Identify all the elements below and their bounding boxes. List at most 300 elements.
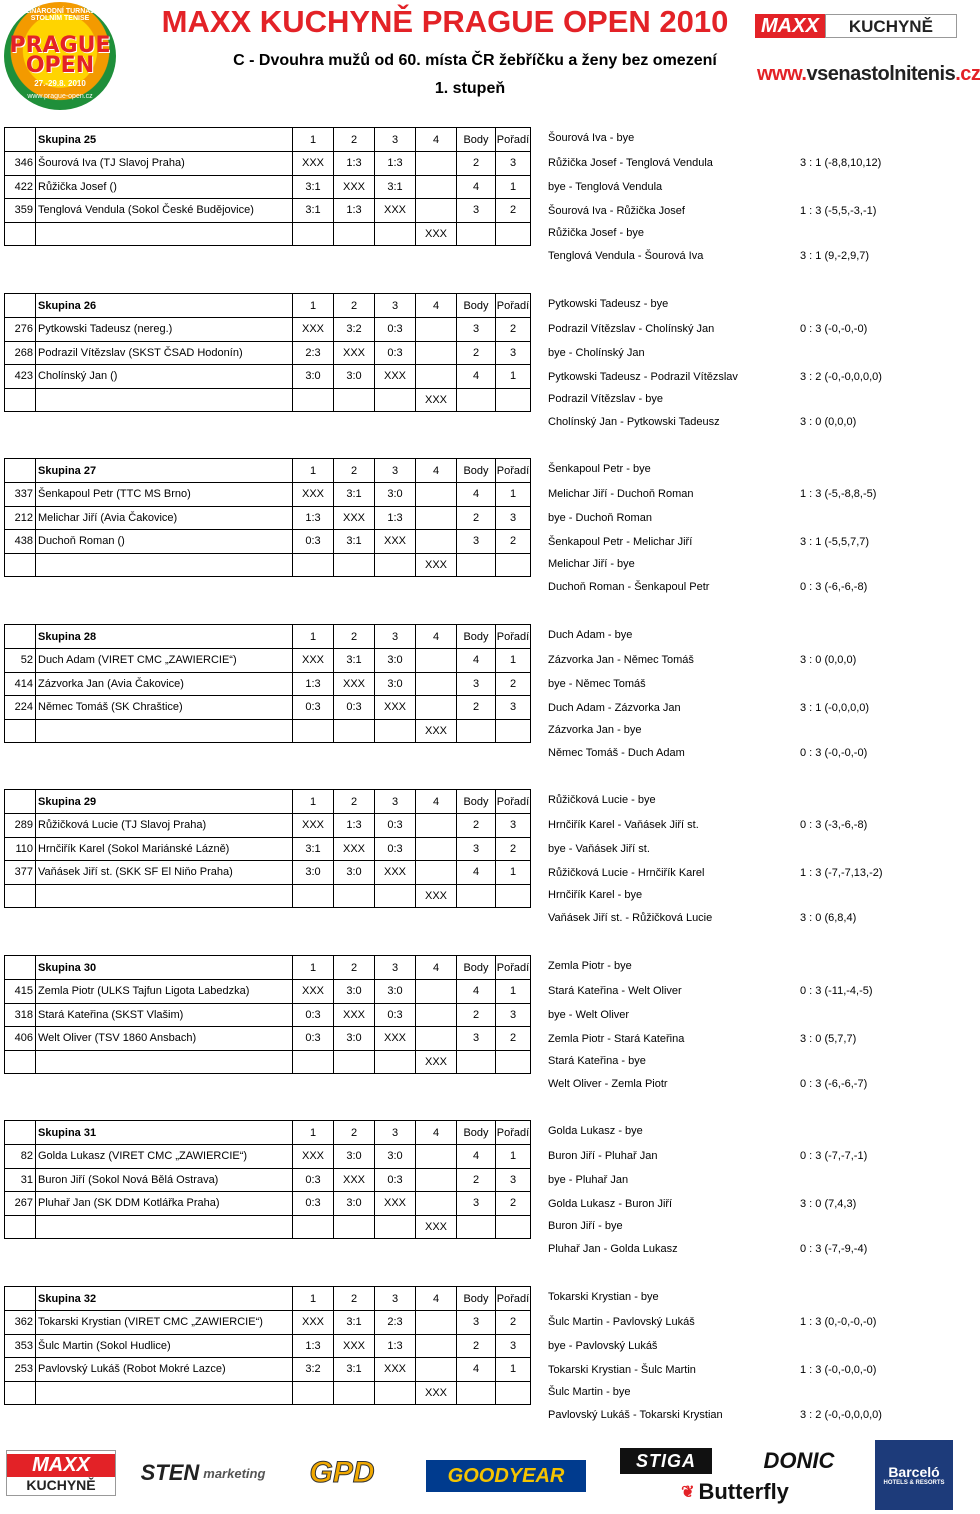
result-1: XXX: [293, 980, 334, 1004]
match-pairing: Růžičková Lucie - Hrnčiřík Karel: [548, 866, 705, 879]
match-result: 3 : 1 (-0,0,0,0): [800, 701, 870, 714]
barcelo-logo: [875, 1440, 953, 1510]
empty-player: [36, 1050, 293, 1073]
player-number: 337: [5, 483, 36, 507]
player-number: 377: [5, 861, 36, 885]
player-name: Hrnčiřík Karel (Sokol Mariánské Lázně): [36, 837, 293, 861]
match-pairing: Zemla Piotr - bye: [548, 960, 632, 972]
poradi-header: Pořadí: [496, 956, 531, 980]
rank-cell: 3: [496, 1168, 531, 1192]
col-1-header: 1: [293, 294, 334, 318]
match-pairing: Růžička Josef - Tenglová Vendula: [548, 156, 713, 169]
table-row: [5, 884, 531, 907]
rank-cell: 2: [496, 672, 531, 696]
table-row: [5, 341, 531, 365]
group-header-row: [5, 1121, 531, 1145]
player-number: 289: [5, 814, 36, 838]
result-3: 0:3: [375, 837, 416, 861]
result-1: 0:3: [293, 1168, 334, 1192]
points-cell: 2: [457, 1334, 496, 1358]
empty-result-2: [334, 719, 375, 742]
result-3: 3:0: [375, 672, 416, 696]
table-row: [5, 1145, 531, 1169]
empty-result-3: [375, 1215, 416, 1238]
xxx-cell: XXX: [416, 388, 457, 411]
player-name: Šourová Iva (TJ Slavoj Praha): [36, 152, 293, 176]
xxx-cell: XXX: [416, 884, 457, 907]
points-cell: 3: [457, 318, 496, 342]
logo-arc-text: MEZINÁRODNÍ TURNAJ VE STOLNÍM TENISE: [14, 8, 106, 22]
player-name: Melichar Jiří (Avia Čakovice): [36, 506, 293, 530]
table-row: [5, 483, 531, 507]
result-3: 0:3: [375, 1003, 416, 1027]
result-2: 1:3: [334, 152, 375, 176]
match-pairing: bye - Pluhař Jan: [548, 1173, 629, 1186]
empty-result-3: [375, 1381, 416, 1404]
match-result: 0 : 3 (-7,-9,-4): [800, 1243, 868, 1255]
col-2-header: 2: [334, 1287, 375, 1311]
match-result: 0 : 3 (-0,-0,-0): [800, 747, 868, 759]
match-pairing: Růžičková Lucie - bye: [548, 794, 656, 806]
match-result: 3 : 1 (-8,8,10,12): [800, 156, 882, 169]
maxx-kuchyne-logo: [755, 14, 957, 38]
rank-cell: 1: [496, 365, 531, 389]
body-header: Body: [457, 1287, 496, 1311]
result-3: 3:0: [375, 483, 416, 507]
player-number: 318: [5, 1003, 36, 1027]
match-result: 3 : 2 (-0,-0,0,0,0): [800, 370, 882, 383]
match-result: 1 : 3 (-0,-0,0,-0): [800, 1363, 877, 1376]
rank-cell: 2: [496, 1192, 531, 1216]
result-4: [416, 1168, 457, 1192]
result-1: XXX: [293, 1145, 334, 1169]
points-cell: 3: [457, 199, 496, 223]
group-name: Skupina 32: [36, 1287, 293, 1311]
result-3: XXX: [375, 1358, 416, 1382]
logo-url: www.prague-open.cz: [27, 93, 93, 100]
player-name: Cholínský Jan (): [36, 365, 293, 389]
empty-player: [36, 719, 293, 742]
table-row: [5, 1381, 531, 1404]
table-row: [5, 506, 531, 530]
table-row: [5, 199, 531, 223]
table-row: [5, 365, 531, 389]
player-number: 414: [5, 672, 36, 696]
group-table: [4, 1286, 531, 1405]
result-4: [416, 672, 457, 696]
empty-result-2: [334, 388, 375, 411]
result-2: XXX: [334, 1168, 375, 1192]
match-result: 0 : 3 (-6,-6,-7): [800, 1078, 868, 1090]
barcelo-text: Barceló: [888, 1464, 940, 1480]
group-name: Skupina 28: [36, 625, 293, 649]
poradi-header: Pořadí: [496, 128, 531, 152]
poradi-header: Pořadí: [496, 1287, 531, 1311]
empty-rank: [496, 1381, 531, 1404]
result-2: 3:2: [334, 318, 375, 342]
empty-rank: [496, 884, 531, 907]
rank-cell: 3: [496, 814, 531, 838]
table-row: [5, 719, 531, 742]
player-number: 31: [5, 1168, 36, 1192]
table-row: [5, 1311, 531, 1335]
player-name: Šenkapoul Petr (TTC MS Brno): [36, 483, 293, 507]
match-pairing: Cholínský Jan - Pytkowski Tadeusz: [548, 416, 720, 428]
col-2-header: 2: [334, 956, 375, 980]
points-cell: 4: [457, 980, 496, 1004]
result-2: 3:0: [334, 1145, 375, 1169]
empty-result-1: [293, 719, 334, 742]
group-name: Skupina 27: [36, 459, 293, 483]
empty-number: [5, 884, 36, 907]
match-result: 1 : 3 (0,-0,-0,-0): [800, 1315, 877, 1328]
sten-logo: [126, 1456, 280, 1490]
prague-open-logo: [4, 2, 116, 110]
empty-rank: [496, 1050, 531, 1073]
group-header-row: [5, 128, 531, 152]
empty-result-3: [375, 884, 416, 907]
result-1: XXX: [293, 318, 334, 342]
empty-number: [5, 1381, 36, 1404]
player-number: 224: [5, 696, 36, 720]
result-4: [416, 318, 457, 342]
result-2: XXX: [334, 1334, 375, 1358]
match-pairing: Tenglová Vendula - Šourová Iva: [548, 250, 704, 262]
col-4-header: 4: [416, 625, 457, 649]
match-result: 3 : 0 (7,4,3): [800, 1197, 857, 1210]
result-4: [416, 814, 457, 838]
player-name: Pluhař Jan (SK DDM Kotlářka Praha): [36, 1192, 293, 1216]
match-pairing: Pavlovský Lukáš - Tokarski Krystian: [548, 1409, 723, 1421]
match-pairing: Podrazil Vítězslav - Cholínský Jan: [548, 322, 715, 335]
player-name: Růžička Josef (): [36, 175, 293, 199]
rank-cell: 2: [496, 530, 531, 554]
result-1: XXX: [293, 1311, 334, 1335]
rank-cell: 1: [496, 861, 531, 885]
empty-result-1: [293, 553, 334, 576]
result-2: 3:0: [334, 1027, 375, 1051]
result-1: 3:1: [293, 175, 334, 199]
points-cell: 2: [457, 152, 496, 176]
match-result: 0 : 3 (-0,-0,-0): [800, 322, 868, 335]
result-2: 3:0: [334, 980, 375, 1004]
match-pairing: Podrazil Vítězslav - bye: [548, 393, 663, 405]
player-name: Podrazil Vítězslav (SKST ČSAD Hodonín): [36, 341, 293, 365]
page-title: MAXX KUCHYNĚ PRAGUE OPEN 2010: [161, 4, 729, 39]
url-part-a: www.: [757, 63, 807, 85]
match-pairing: Zemla Piotr - Stará Kateřina: [548, 1032, 685, 1045]
rank-cell: 3: [496, 696, 531, 720]
result-1: 1:3: [293, 1334, 334, 1358]
match-pairing: bye - Pavlovský Lukáš: [548, 1339, 658, 1352]
header-no-cell: [5, 459, 36, 483]
result-2: 1:3: [334, 814, 375, 838]
points-cell: 2: [457, 696, 496, 720]
empty-number: [5, 553, 36, 576]
url-part-c: .cz: [955, 63, 980, 85]
match-result: 3 : 0 (5,7,7): [800, 1032, 857, 1045]
result-2: 0:3: [334, 696, 375, 720]
barcelo-sub-text: HOTELS & RESORTS: [883, 1480, 945, 1486]
xxx-cell: XXX: [416, 553, 457, 576]
poradi-header: Pořadí: [496, 790, 531, 814]
result-2: XXX: [334, 506, 375, 530]
empty-result-1: [293, 1050, 334, 1073]
logo-title-2: OPEN: [25, 53, 95, 78]
match-result: 3 : 0 (0,0,0): [800, 653, 857, 666]
header-no-cell: [5, 956, 36, 980]
player-number: 423: [5, 365, 36, 389]
result-2: XXX: [334, 341, 375, 365]
result-1: 3:1: [293, 837, 334, 861]
goodyear-text: GOODYEAR: [447, 1464, 565, 1487]
empty-player: [36, 884, 293, 907]
empty-points: [457, 553, 496, 576]
body-header: Body: [457, 128, 496, 152]
result-4: [416, 696, 457, 720]
body-header: Body: [457, 294, 496, 318]
match-pairing: Šenkapoul Petr - Melichar Jiří: [548, 535, 693, 548]
col-3-header: 3: [375, 459, 416, 483]
butterfly-text: Butterfly: [698, 1479, 789, 1504]
player-number: 253: [5, 1358, 36, 1382]
rank-cell: 1: [496, 1358, 531, 1382]
result-3: 1:3: [375, 1334, 416, 1358]
group-name: Skupina 25: [36, 128, 293, 152]
rank-cell: 3: [496, 152, 531, 176]
result-2: 3:0: [334, 861, 375, 885]
empty-points: [457, 719, 496, 742]
col-4-header: 4: [416, 128, 457, 152]
stage-label: 1. stupeň: [434, 80, 506, 97]
match-pairing: Welt Oliver - Zemla Piotr: [548, 1078, 668, 1090]
result-3: 0:3: [375, 814, 416, 838]
group-header-row: [5, 1287, 531, 1311]
rank-cell: 2: [496, 1311, 531, 1335]
empty-player: [36, 222, 293, 245]
result-4: [416, 1192, 457, 1216]
match-pairing: bye - Němec Tomáš: [548, 677, 646, 690]
table-row: [5, 1168, 531, 1192]
result-4: [416, 341, 457, 365]
player-number: 438: [5, 530, 36, 554]
result-3: 0:3: [375, 1168, 416, 1192]
gpd-logo: [292, 1456, 392, 1490]
result-1: XXX: [293, 814, 334, 838]
table-row: [5, 1215, 531, 1238]
match-pairing: bye - Vaňásek Jiří st.: [548, 842, 650, 855]
table-row: [5, 1334, 531, 1358]
result-3: 3:1: [375, 175, 416, 199]
match-pairing: Zázvorka Jan - bye: [548, 724, 642, 736]
result-3: 0:3: [375, 341, 416, 365]
result-4: [416, 1311, 457, 1335]
kuchyne-text: KUCHYNĚ: [825, 14, 957, 38]
maxx-text: MAXX: [755, 14, 825, 38]
rank-cell: 3: [496, 1003, 531, 1027]
body-header: Body: [457, 459, 496, 483]
table-row: [5, 980, 531, 1004]
match-pairing: bye - Duchoň Roman: [548, 511, 652, 524]
col-4-header: 4: [416, 790, 457, 814]
col-2-header: 2: [334, 790, 375, 814]
col-1-header: 1: [293, 790, 334, 814]
match-result: 3 : 1 (-5,5,7,7): [800, 535, 870, 548]
match-pairing: Pluhař Jan - Golda Lukasz: [548, 1243, 678, 1255]
rank-cell: 2: [496, 199, 531, 223]
col-4-header: 4: [416, 956, 457, 980]
player-number: 362: [5, 1311, 36, 1335]
table-row: [5, 672, 531, 696]
butterfly-logo: [660, 1478, 810, 1506]
result-4: [416, 1003, 457, 1027]
result-1: 0:3: [293, 1003, 334, 1027]
page-header: [0, 0, 980, 115]
player-name: Pavlovský Lukáš (Robot Mokré Lazce): [36, 1358, 293, 1382]
points-cell: 2: [457, 814, 496, 838]
group-table: [4, 1120, 531, 1239]
empty-player: [36, 553, 293, 576]
table-row: [5, 222, 531, 245]
empty-points: [457, 1050, 496, 1073]
col-2-header: 2: [334, 1121, 375, 1145]
player-name: Pytkowski Tadeusz (nereg.): [36, 318, 293, 342]
player-name: Welt Oliver (TSV 1860 Ansbach): [36, 1027, 293, 1051]
rank-cell: 3: [496, 506, 531, 530]
col-2-header: 2: [334, 294, 375, 318]
table-row: [5, 175, 531, 199]
empty-number: [5, 388, 36, 411]
col-4-header: 4: [416, 459, 457, 483]
table-row: [5, 1192, 531, 1216]
group-header-row: [5, 625, 531, 649]
player-name: Golda Lukasz (VIRET CMC „ZAWIERCIE“): [36, 1145, 293, 1169]
match-result: 1 : 3 (-5,-8,8,-5): [800, 487, 877, 500]
result-2: XXX: [334, 672, 375, 696]
points-cell: 4: [457, 1358, 496, 1382]
col-3-header: 3: [375, 1287, 416, 1311]
points-cell: 4: [457, 649, 496, 673]
col-4-header: 4: [416, 1121, 457, 1145]
result-2: 3:0: [334, 1192, 375, 1216]
match-pairing: Šourová Iva - Růžička Josef: [548, 204, 685, 217]
col-3-header: 3: [375, 790, 416, 814]
rank-cell: 3: [496, 341, 531, 365]
header-no-cell: [5, 1287, 36, 1311]
empty-result-1: [293, 1381, 334, 1404]
empty-rank: [496, 719, 531, 742]
match-pairing: Tokarski Krystian - Šulc Martin: [548, 1363, 696, 1376]
match-result: 3 : 0 (6,8,4): [800, 912, 857, 924]
col-2-header: 2: [334, 625, 375, 649]
gpd-text: GPD: [309, 1456, 375, 1489]
match-pairing: Duchoň Roman - Šenkapoul Petr: [548, 581, 710, 593]
result-2: 3:1: [334, 649, 375, 673]
result-2: XXX: [334, 1003, 375, 1027]
header-no-cell: [5, 128, 36, 152]
group-table: [4, 624, 531, 743]
empty-result-3: [375, 388, 416, 411]
result-1: 3:2: [293, 1358, 334, 1382]
group-header-row: [5, 459, 531, 483]
stiga-text: STIGA: [635, 1450, 696, 1471]
player-number: 52: [5, 649, 36, 673]
match-pairing: Zázvorka Jan - Němec Tomáš: [548, 653, 694, 666]
result-2: 3:1: [334, 1358, 375, 1382]
match-pairing: Hrnčiřík Karel - Vaňásek Jiří st.: [548, 818, 699, 831]
points-cell: 4: [457, 365, 496, 389]
player-name: Němec Tomáš (SK Chraštice): [36, 696, 293, 720]
result-4: [416, 1334, 457, 1358]
body-header: Body: [457, 790, 496, 814]
empty-player: [36, 1215, 293, 1238]
xxx-cell: XXX: [416, 222, 457, 245]
col-1-header: 1: [293, 625, 334, 649]
col-3-header: 3: [375, 294, 416, 318]
match-result: 3 : 0 (0,0,0): [800, 416, 857, 428]
empty-rank: [496, 388, 531, 411]
match-pairing: Melichar Jiří - bye: [548, 558, 635, 570]
result-4: [416, 649, 457, 673]
table-row: [5, 1050, 531, 1073]
xxx-cell: XXX: [416, 1050, 457, 1073]
body-header: Body: [457, 956, 496, 980]
empty-number: [5, 222, 36, 245]
result-3: XXX: [375, 861, 416, 885]
header-no-cell: [5, 790, 36, 814]
empty-rank: [496, 222, 531, 245]
result-4: [416, 530, 457, 554]
group-header-row: [5, 294, 531, 318]
match-pairing: bye - Tenglová Vendula: [548, 180, 663, 193]
result-3: 1:3: [375, 152, 416, 176]
maxx-footer-text: MAXX: [7, 1454, 115, 1477]
match-result: 3 : 1 (9,-2,9,7): [800, 250, 870, 262]
table-row: [5, 1027, 531, 1051]
empty-result-2: [334, 1050, 375, 1073]
empty-result-1: [293, 388, 334, 411]
match-pairing: Šulc Martin - Pavlovský Lukáš: [548, 1315, 695, 1328]
player-name: Zemla Piotr (ULKS Tajfun Ligota Labedzka): [36, 980, 293, 1004]
empty-result-1: [293, 222, 334, 245]
xxx-cell: XXX: [416, 719, 457, 742]
col-3-header: 3: [375, 956, 416, 980]
table-row: [5, 553, 531, 576]
match-pairing: Duch Adam - bye: [548, 629, 633, 641]
player-number: 359: [5, 199, 36, 223]
match-pairing: Pytkowski Tadeusz - bye: [548, 298, 669, 310]
group-table: [4, 293, 531, 412]
rank-cell: 1: [496, 483, 531, 507]
match-pairing: Buron Jiří - Pluhař Jan: [548, 1149, 658, 1162]
result-3: XXX: [375, 530, 416, 554]
result-3: XXX: [375, 1192, 416, 1216]
group-name: Skupina 31: [36, 1121, 293, 1145]
player-name: Duch Adam (VIRET CMC „ZAWIERCIE“): [36, 649, 293, 673]
player-name: Tenglová Vendula (Sokol České Budějovice): [36, 199, 293, 223]
result-4: [416, 861, 457, 885]
points-cell: 2: [457, 506, 496, 530]
donic-logo: [745, 1448, 853, 1474]
match-pairing: Golda Lukasz - Buron Jiří: [548, 1197, 673, 1210]
col-1-header: 1: [293, 459, 334, 483]
match-result: 0 : 3 (-6,-6,-8): [800, 581, 868, 593]
empty-result-2: [334, 222, 375, 245]
empty-points: [457, 884, 496, 907]
points-cell: 3: [457, 530, 496, 554]
result-1: 3:0: [293, 861, 334, 885]
match-pairing: Němec Tomáš - Duch Adam: [548, 747, 685, 759]
